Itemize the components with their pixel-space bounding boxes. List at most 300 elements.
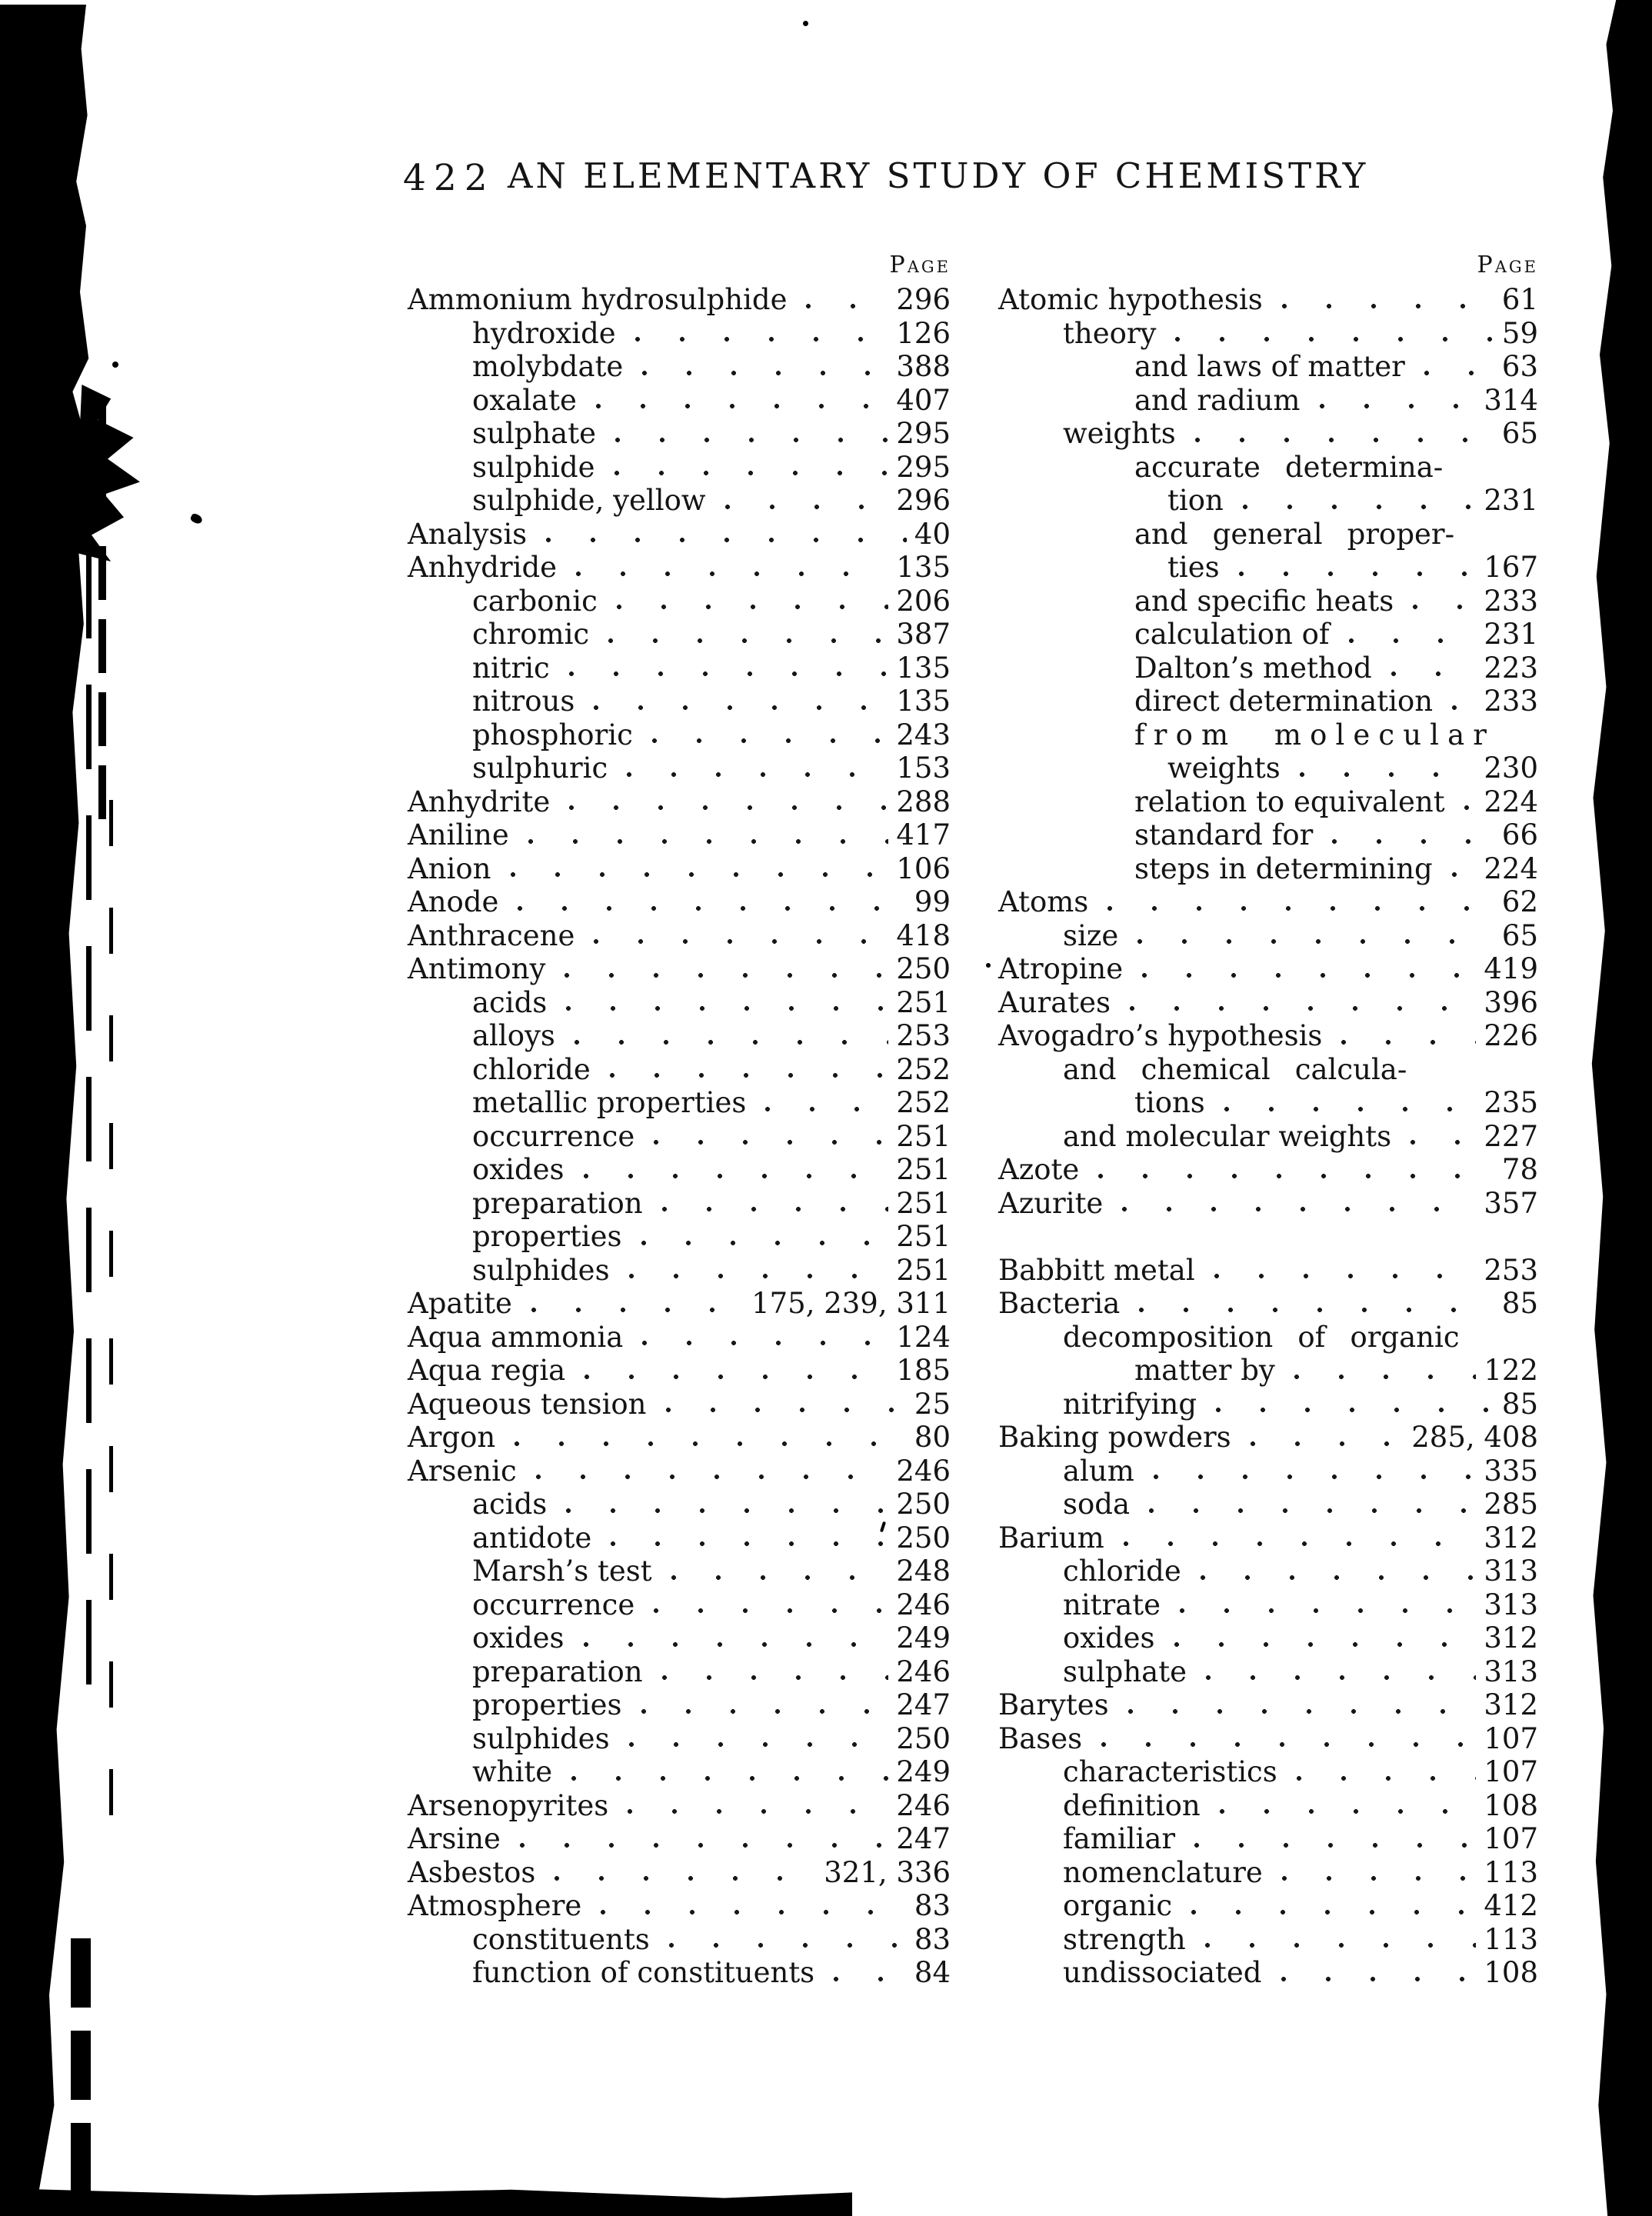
dot-leader	[1134, 952, 1476, 986]
dot-leader	[798, 283, 888, 317]
entry-page-number: 250	[896, 1721, 951, 1755]
entry-page-number: 251	[896, 1119, 951, 1153]
index-entry-row	[408, 484, 951, 518]
index-entry-row	[408, 919, 951, 953]
dot-leader	[1383, 651, 1477, 685]
entry-text: Arsine	[408, 1822, 501, 1855]
dot-leader	[1131, 1287, 1494, 1321]
index-row-spacer	[998, 1220, 1538, 1254]
entry-text: properties	[472, 1688, 622, 1721]
entry-text: Azote	[998, 1153, 1080, 1186]
dot-leader	[1114, 1187, 1476, 1221]
entry-page-number: 80	[914, 1421, 951, 1454]
scan-streak	[86, 554, 92, 1708]
dot-leader	[509, 885, 906, 919]
scan-speck	[803, 21, 808, 26]
index-entry-row	[998, 1053, 1538, 1087]
dot-leader	[607, 417, 888, 451]
entry-text: white	[472, 1755, 553, 1788]
dot-leader	[1121, 986, 1476, 1020]
index-entry-row	[408, 751, 951, 785]
running-head-title: AN ELEMENTARY STUDY OF CHEMISTRY	[508, 155, 1369, 196]
index-entry-row	[408, 1354, 951, 1388]
entry-text: Anhydrite	[408, 785, 551, 818]
index-entry-row	[998, 1086, 1538, 1120]
dot-leader	[1145, 1455, 1477, 1488]
entry-page-number: 417	[896, 818, 951, 851]
dot-leader	[644, 718, 889, 752]
entry-page-number: 40	[914, 517, 951, 551]
index-entry-row	[998, 785, 1538, 819]
dot-leader	[1402, 1120, 1476, 1154]
dot-leader	[1274, 1856, 1477, 1890]
dot-leader	[621, 1722, 889, 1756]
dot-leader	[645, 1588, 888, 1622]
dot-leader	[575, 1621, 889, 1655]
entry-page-number: 231	[1484, 618, 1538, 651]
entry-page-number: 99	[914, 885, 951, 918]
entry-page-number: 66	[1501, 818, 1538, 851]
entry-text: familiar	[1063, 1822, 1176, 1855]
entry-text: Argon	[408, 1421, 496, 1454]
entry-page-number: 126	[896, 316, 951, 350]
dot-leader	[1197, 1655, 1476, 1689]
dot-leader	[1171, 1588, 1476, 1622]
entry-text: oxides	[472, 1153, 565, 1186]
index-entry-row	[998, 1321, 1538, 1355]
entry-text: calculation of	[1134, 618, 1330, 651]
index-entry-row	[998, 852, 1538, 886]
entry-text: hydroxide	[472, 316, 616, 350]
entry-page-number: 85	[1501, 1287, 1538, 1320]
entry-page-number: 418	[896, 918, 951, 952]
entry-page-number: 226	[1484, 1019, 1538, 1052]
index-entry-row	[998, 1889, 1538, 1923]
index-entry-row	[998, 1421, 1538, 1455]
dot-leader	[561, 651, 889, 685]
dot-leader	[1286, 1354, 1477, 1388]
dot-leader	[520, 818, 889, 852]
entry-page-number: 65	[1501, 918, 1538, 952]
entry-text: Arsenopyrites	[408, 1788, 609, 1822]
dot-leader	[1167, 317, 1494, 351]
entry-page-number: 78	[1501, 1153, 1538, 1186]
index-entry-row	[998, 1655, 1538, 1689]
index-entry-row	[998, 1688, 1538, 1722]
entry-text: weights	[1167, 751, 1281, 785]
entry-text: ties	[1167, 551, 1220, 584]
entry-page-number: 285	[1484, 1488, 1538, 1521]
index-column-right	[998, 248, 1538, 1990]
index-entry-row	[408, 1153, 951, 1187]
dot-leader	[634, 350, 888, 384]
entry-text: oxides	[1063, 1621, 1155, 1655]
dot-leader	[1099, 885, 1494, 919]
entry-text: standard for	[1134, 818, 1314, 851]
entry-text: sulphide	[472, 450, 595, 484]
index-entry-row	[408, 718, 951, 752]
index-entry-row	[998, 952, 1538, 986]
index-entry-row	[998, 417, 1538, 451]
entry-page-number: 250	[896, 1488, 951, 1521]
index-entry-row	[998, 919, 1538, 953]
entry-text: and specific heats	[1134, 584, 1394, 618]
index-entry-row	[998, 1621, 1538, 1655]
index-entry-row	[408, 885, 951, 919]
dot-leader	[568, 551, 888, 585]
entry-text: phosphoric	[472, 718, 633, 751]
index-entry-row	[408, 1822, 951, 1856]
dot-leader	[502, 852, 889, 886]
entry-text: Anode	[408, 885, 499, 918]
entry-text: Marsh’s test	[472, 1555, 652, 1588]
entry-text: function of constituents	[472, 1956, 815, 1989]
entry-page-number: 63	[1501, 350, 1538, 383]
dot-leader	[576, 1354, 888, 1388]
entry-page-number: 135	[896, 685, 951, 718]
entry-page-number: 252	[896, 1086, 951, 1119]
index-entry-row	[998, 1822, 1538, 1856]
dot-leader	[606, 451, 889, 485]
entry-page-number: 251	[896, 1220, 951, 1253]
index-entry-row	[998, 1354, 1538, 1388]
entry-page-number: 235	[1484, 1086, 1538, 1119]
index-entry-row	[998, 283, 1538, 317]
entry-text: matter by	[1134, 1354, 1275, 1387]
entry-page-number: 231	[1484, 484, 1538, 517]
entry-page-number: 412	[1484, 1889, 1538, 1922]
scan-speck	[112, 362, 118, 368]
dot-leader	[1183, 1889, 1476, 1923]
dot-leader	[663, 1555, 889, 1588]
index-entry-row	[998, 986, 1538, 1020]
entry-page-number: 62	[1501, 885, 1538, 918]
index-entry-row	[408, 1789, 951, 1823]
scan-border-bottom	[0, 2188, 852, 2216]
entry-text: Babbitt metal	[998, 1253, 1195, 1287]
entry-page-number: 251	[896, 1153, 951, 1186]
index-entry-row	[998, 484, 1538, 518]
entry-page-number: 407	[896, 383, 951, 417]
index-entry-row	[998, 451, 1538, 485]
entry-page-number: 250	[896, 952, 951, 985]
entry-page-number: 185	[896, 1354, 951, 1387]
dot-leader	[619, 1789, 888, 1823]
entry-text: occurrence	[472, 1119, 635, 1153]
entry-text: Bases	[998, 1721, 1083, 1755]
entry-text: accurate determina-	[1134, 450, 1444, 484]
entry-text: characteristics	[1063, 1755, 1277, 1788]
entry-text: alum	[1063, 1454, 1134, 1488]
dot-leader	[546, 1856, 816, 1890]
dot-leader	[588, 384, 889, 418]
index-entry-row	[408, 852, 951, 886]
entry-text: Anthracene	[408, 918, 575, 952]
index-entry-row	[408, 1053, 951, 1087]
entry-text: Anion	[408, 851, 491, 885]
dot-leader	[1444, 852, 1477, 886]
entry-text: Dalton’s method	[1134, 651, 1372, 685]
entry-text: chloride	[1063, 1555, 1181, 1588]
index-entry-row	[408, 1621, 951, 1655]
scan-border-right	[1587, 0, 1652, 2216]
entry-text: Avogadro’s hypothesis	[998, 1019, 1323, 1052]
entry-page-number: 247	[896, 1822, 951, 1855]
entry-page-number: 312	[1484, 1521, 1538, 1555]
index-entry-row	[998, 1722, 1538, 1756]
dot-leader	[661, 1923, 907, 1957]
entry-page-number: 247	[896, 1688, 951, 1721]
dot-leader	[1192, 1555, 1477, 1588]
index-entry-row	[408, 1187, 951, 1221]
entry-text: Atropine	[998, 952, 1124, 985]
entry-text: Atmosphere	[408, 1889, 582, 1922]
entry-page-number: 295	[896, 450, 951, 484]
entry-text: Azurite	[998, 1186, 1104, 1220]
entry-page-number: 233	[1484, 685, 1538, 718]
entry-text: alloys	[472, 1019, 555, 1052]
dot-leader	[602, 1521, 888, 1555]
entry-page-number: 419	[1484, 952, 1538, 985]
entry-page-number: 107	[1484, 1822, 1538, 1855]
index-entry-row	[998, 1923, 1538, 1957]
entry-text: Apatite	[408, 1287, 512, 1320]
dot-leader	[1129, 919, 1494, 953]
entry-page-number: 84	[914, 1956, 951, 1989]
entry-page-number: 83	[914, 1889, 951, 1922]
dot-leader	[1416, 350, 1494, 384]
entry-text: nitrate	[1063, 1588, 1161, 1621]
index-entry-row	[408, 1287, 951, 1321]
index-entry-row	[998, 718, 1538, 752]
scan-speck	[189, 512, 203, 525]
scan-streak	[98, 400, 106, 831]
index-entry-row	[408, 551, 951, 585]
dot-leader	[645, 1120, 888, 1154]
dot-leader	[1404, 585, 1476, 618]
dot-leader	[1120, 1688, 1477, 1722]
entry-text: constituents	[472, 1922, 650, 1956]
dot-leader	[523, 1287, 744, 1321]
entry-page-number: 243	[896, 718, 951, 751]
dot-leader	[1444, 685, 1476, 718]
index-entry-row	[408, 1488, 951, 1521]
dot-leader	[608, 585, 889, 618]
index-entry-row	[998, 551, 1538, 585]
entry-text: Antimony	[408, 952, 546, 985]
index-entry-row	[408, 350, 951, 384]
dot-leader	[1216, 1086, 1477, 1120]
entry-text: Arsenic	[408, 1454, 517, 1488]
dot-leader	[633, 1688, 889, 1722]
page-column-header: Page	[1477, 252, 1538, 278]
index-entry-row	[408, 585, 951, 618]
dot-leader	[825, 1956, 907, 1990]
entry-text: nitric	[472, 651, 550, 685]
entry-page-number: 252	[896, 1052, 951, 1086]
dot-leader	[1211, 1789, 1477, 1823]
dot-leader	[717, 484, 889, 518]
entry-page-number: 61	[1501, 283, 1538, 316]
entry-text: Anhydride	[408, 551, 558, 584]
entry-page-number: 388	[896, 350, 951, 383]
dot-leader	[757, 1086, 888, 1120]
dot-leader	[556, 952, 888, 986]
entry-page-number: 396	[1484, 985, 1538, 1019]
index-entry-row	[408, 1086, 951, 1120]
dot-leader	[1207, 1388, 1494, 1421]
entry-text: Analysis	[408, 517, 528, 551]
entry-text: oxalate	[472, 383, 577, 417]
entry-page-number: 206	[896, 584, 951, 618]
entry-text: sulphide, yellow	[472, 484, 706, 517]
entry-page-number: 224	[1484, 785, 1538, 818]
dot-leader	[563, 1755, 888, 1789]
entry-page-number: 295	[896, 417, 951, 450]
dot-leader	[1115, 1521, 1477, 1555]
entry-text: Aqua regia	[408, 1354, 566, 1387]
entry-page-number: 313	[1484, 1655, 1538, 1688]
entry-page-number: 108	[1484, 1788, 1538, 1822]
dot-leader	[592, 1889, 907, 1923]
entry-text: properties	[472, 1220, 622, 1253]
dot-leader	[1187, 417, 1494, 451]
index-entry-row	[408, 818, 951, 852]
entry-page-number: 248	[896, 1555, 951, 1588]
entry-page-number: 233	[1484, 584, 1538, 618]
entry-page-number: 230	[1484, 751, 1538, 785]
entry-page-number: 167	[1484, 551, 1538, 584]
entry-page-number: 321, 336	[824, 1855, 951, 1889]
index-entry-row	[408, 283, 951, 317]
index-entry-row	[408, 518, 951, 552]
index-entry-row	[998, 1588, 1538, 1622]
dot-leader	[627, 317, 889, 351]
dot-leader	[1288, 1755, 1477, 1789]
entry-page-number: 313	[1484, 1588, 1538, 1621]
dot-leader	[1234, 484, 1477, 518]
entry-page-number: 107	[1484, 1755, 1538, 1788]
dot-leader	[621, 1254, 889, 1288]
entry-text: occurrence	[472, 1588, 635, 1621]
entry-page-number: 122	[1484, 1354, 1538, 1387]
index-entry-row	[408, 1722, 951, 1756]
index-column-left	[408, 248, 951, 1990]
index-entry-row	[408, 1321, 951, 1355]
index-entry-row	[408, 317, 951, 351]
dot-leader	[506, 1421, 907, 1455]
index-entry-row	[408, 1889, 951, 1923]
index-entry-row	[998, 317, 1538, 351]
entry-text: oxides	[472, 1621, 565, 1655]
entry-text: Aqua ammonia	[408, 1320, 624, 1354]
index-entry-row	[408, 417, 951, 451]
dot-leader	[566, 1019, 888, 1053]
index-entry-row	[998, 1254, 1538, 1288]
dot-leader	[600, 618, 888, 651]
entry-text: Atoms	[998, 885, 1089, 918]
entry-page-number: 249	[896, 1755, 951, 1788]
dot-leader	[654, 1187, 889, 1221]
entry-page-number: 357	[1484, 1186, 1538, 1220]
index-entry-row	[408, 451, 951, 485]
dot-leader	[1242, 1421, 1404, 1455]
index-entry-row	[408, 1521, 951, 1555]
entry-text: Baking powders	[998, 1421, 1231, 1454]
entry-text: sulphides	[472, 1721, 610, 1755]
dot-leader	[1274, 283, 1494, 317]
entry-text: nomenclature	[1063, 1855, 1263, 1889]
entry-page-number: 246	[896, 1454, 951, 1488]
entry-text: strength	[1063, 1922, 1186, 1956]
entry-text: sulphuric	[472, 751, 608, 785]
dot-leader	[1141, 1488, 1476, 1521]
entry-text: sulphate	[1063, 1655, 1187, 1688]
dot-leader	[1093, 1722, 1476, 1756]
entry-text: tion	[1167, 484, 1224, 517]
entry-page-number: 108	[1484, 1956, 1538, 1989]
entry-text: Aurates	[998, 985, 1111, 1019]
index-entry-row	[998, 585, 1538, 618]
entry-page-number: 253	[896, 1019, 951, 1052]
entry-text: metallic properties	[472, 1086, 747, 1119]
index-entry-row	[998, 1789, 1538, 1823]
index-entry-row	[408, 785, 951, 819]
index-entry-row	[998, 618, 1538, 651]
entry-text: nitrifying	[1063, 1387, 1197, 1421]
entry-page-number: 312	[1484, 1621, 1538, 1655]
scan-streak	[109, 800, 113, 1877]
entry-page-number: 85	[1501, 1387, 1538, 1421]
entry-page-number: 288	[896, 785, 951, 818]
dot-leader	[561, 785, 888, 819]
entry-page-number: 296	[896, 283, 951, 316]
index-entry-row	[408, 1588, 951, 1622]
entry-text: molybdate	[472, 350, 624, 383]
index-entry-row	[998, 1455, 1538, 1488]
entry-page-number: 251	[896, 985, 951, 1019]
entry-page-number: 107	[1484, 1721, 1538, 1755]
entry-text: and chemical calcula-	[1063, 1052, 1407, 1086]
entry-page-number: 224	[1484, 851, 1538, 885]
index-entry-row	[408, 1421, 951, 1455]
entry-page-number: 314	[1484, 383, 1538, 417]
index-entry-row	[408, 1956, 951, 1990]
dot-leader	[658, 1388, 907, 1421]
entry-text: undissociated	[1063, 1956, 1262, 1989]
index-entry-row	[998, 1521, 1538, 1555]
entry-text: steps in determining	[1134, 851, 1433, 885]
index-entry-row	[408, 1019, 951, 1053]
index-entry-row	[998, 1956, 1538, 1990]
index-entry-row	[998, 1153, 1538, 1187]
entry-page-number: 387	[896, 618, 951, 651]
entry-text: antidote	[472, 1521, 592, 1555]
entry-text: and molecular weights	[1063, 1119, 1392, 1153]
index-entry-row	[998, 1555, 1538, 1588]
dot-leader	[618, 751, 888, 785]
dot-leader	[1197, 1923, 1477, 1957]
index-entry-row	[408, 685, 951, 718]
entry-text: soda	[1063, 1488, 1131, 1521]
index-entry-row	[408, 986, 951, 1020]
dot-leader	[601, 1053, 889, 1087]
dot-leader	[558, 1488, 888, 1521]
entry-page-number: 227	[1484, 1119, 1538, 1153]
index-entry-row	[998, 1287, 1538, 1321]
index-entry-row	[998, 1187, 1538, 1221]
dot-leader	[1333, 1019, 1476, 1053]
